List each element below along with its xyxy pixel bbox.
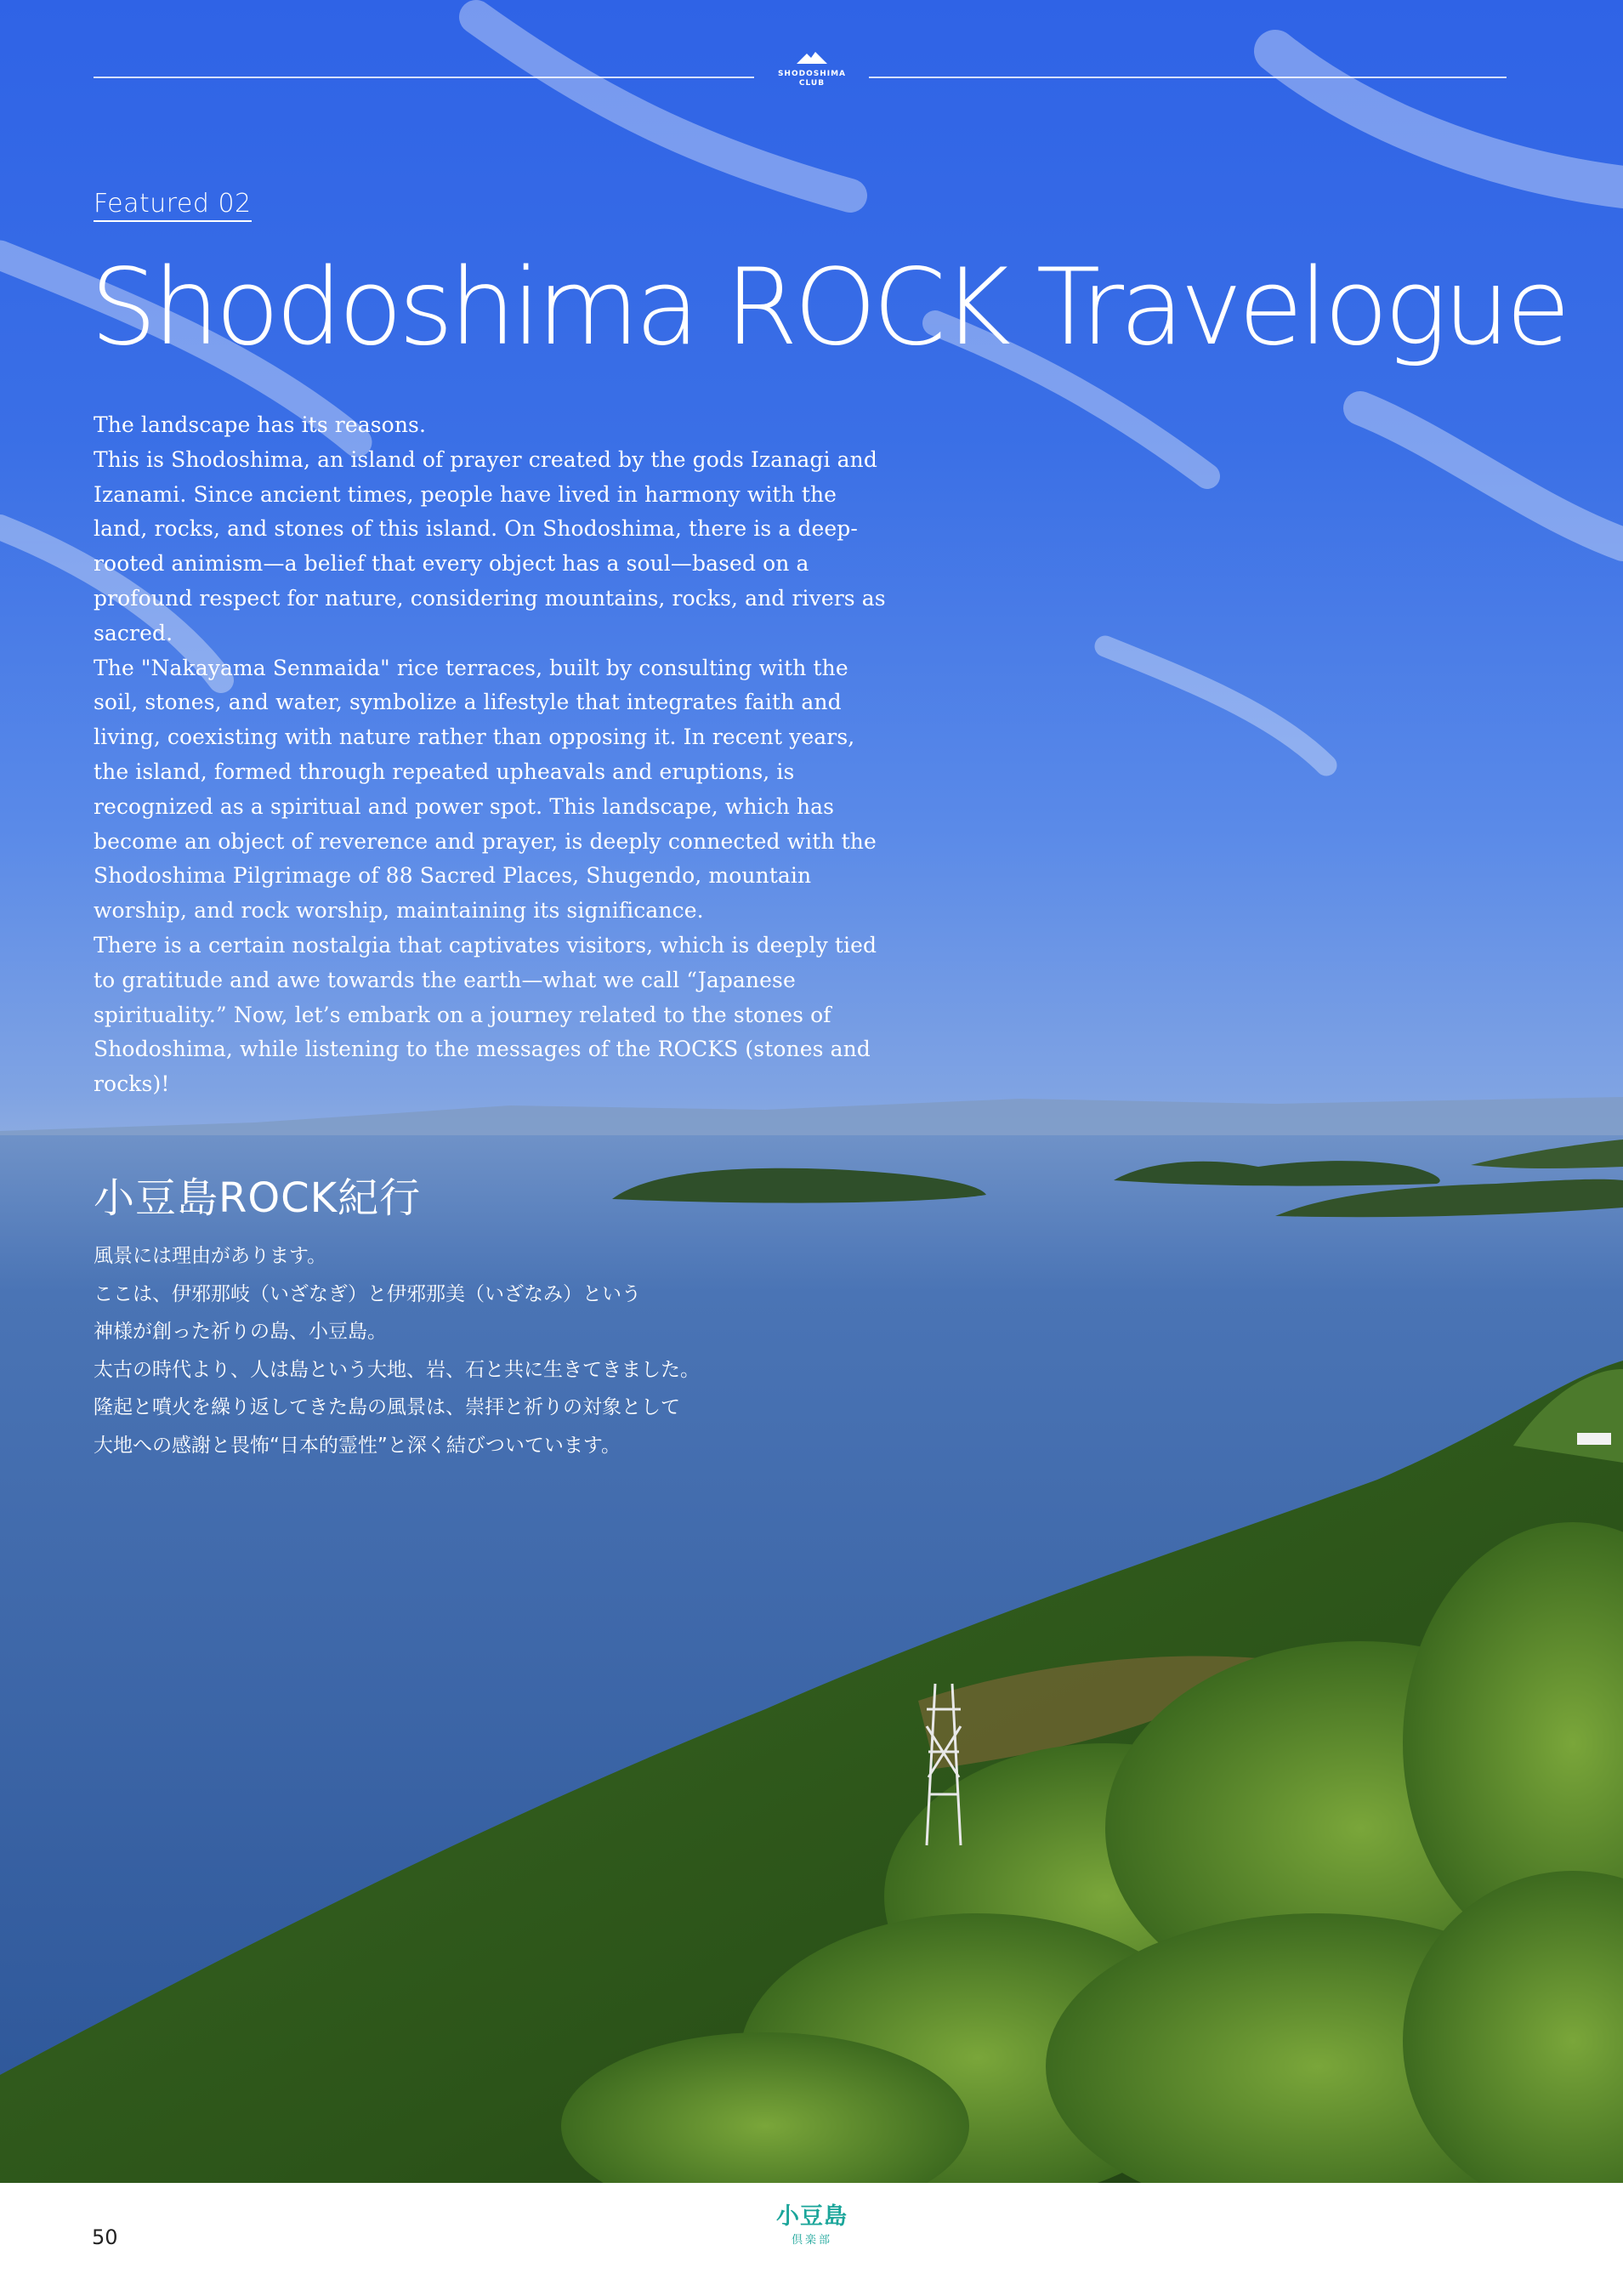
english-body bbox=[94, 408, 893, 1102]
japanese-title: 小豆島ROCK紀行 bbox=[94, 1174, 422, 1222]
jp-line: 風景には理由があります。 bbox=[94, 1245, 327, 1267]
logo-line2: CLUB bbox=[798, 79, 826, 88]
logo-line1: SHODOSHIMA bbox=[777, 70, 847, 78]
paragraph: The "Nakayama Senmaida" rice terraces, built by consulting with the soil, stones, and water, symbolize a lifestyle that integrates faith and living, coexisting with nature rather than opposing it. In recent years, the island, formed through repeated upheavals and eruptions, is recognized as a spiritual and power spot. This landscape, which has become an object of reverence and prayer, is deeply connected with the Shodoshima Pilgrimage of 88 Sacred Places, Shugendo, mountain worship, and rock worship, maintaining its significance. bbox=[94, 655, 877, 924]
header-rule bbox=[94, 77, 754, 78]
japanese-body bbox=[94, 1237, 859, 1464]
paragraph: The landscape has its reasons. bbox=[94, 412, 427, 437]
footer-logo bbox=[774, 2203, 850, 2247]
page-number: 50 bbox=[92, 2225, 118, 2249]
jp-line: 隆起と噴火を繰り返してきた島の風景は、崇拝と祈りの対象として bbox=[94, 1396, 680, 1418]
footer-logo-main: 小豆島 bbox=[776, 2203, 848, 2230]
mountain-icon bbox=[795, 49, 829, 65]
jp-line: 大地への感謝と畏怖“日本的霊性”と深く結びついています。 bbox=[94, 1434, 621, 1457]
jp-line: 神様が創った祈りの島、小豆島。 bbox=[94, 1321, 387, 1343]
page-footer bbox=[0, 2183, 1623, 2296]
footer-logo-sub: 倶楽部 bbox=[791, 2234, 832, 2247]
paragraph: There is a certain nostalgia that captivates visitors, which is deeply tied to gratitude and awe towards the earth—what we call “Japanese spirituality.” Now, let’s embark on a journey related to the stones of Shodoshima, while listening to the messages of the ROCKS (stones and rocks)! bbox=[94, 932, 877, 1097]
paragraph: This is Shodoshima, an island of prayer created by the gods Izanagi and Izanami. Since ancient times, people have lived in harmony with the land, rocks, and stones of this island. On Shodoshima, there is a deep-rooted animism—a belief that every object has a soul—based on a profound respect for nature, considering mountains, rocks, and rivers as sacred. bbox=[94, 446, 886, 645]
shodoshima-club-logo bbox=[767, 49, 857, 88]
header-rule bbox=[869, 77, 1507, 78]
jp-line: 太古の時代より、人は島という大地、岩、石と共に生きてきました。 bbox=[94, 1358, 700, 1381]
page-title: Shodoshima ROCK Travelogue bbox=[90, 247, 1567, 369]
jp-line: ここは、伊邪那岐（いざなぎ）と伊邪那美（いざなみ）という bbox=[94, 1282, 641, 1305]
featured-label: Featured 02 bbox=[94, 189, 252, 222]
